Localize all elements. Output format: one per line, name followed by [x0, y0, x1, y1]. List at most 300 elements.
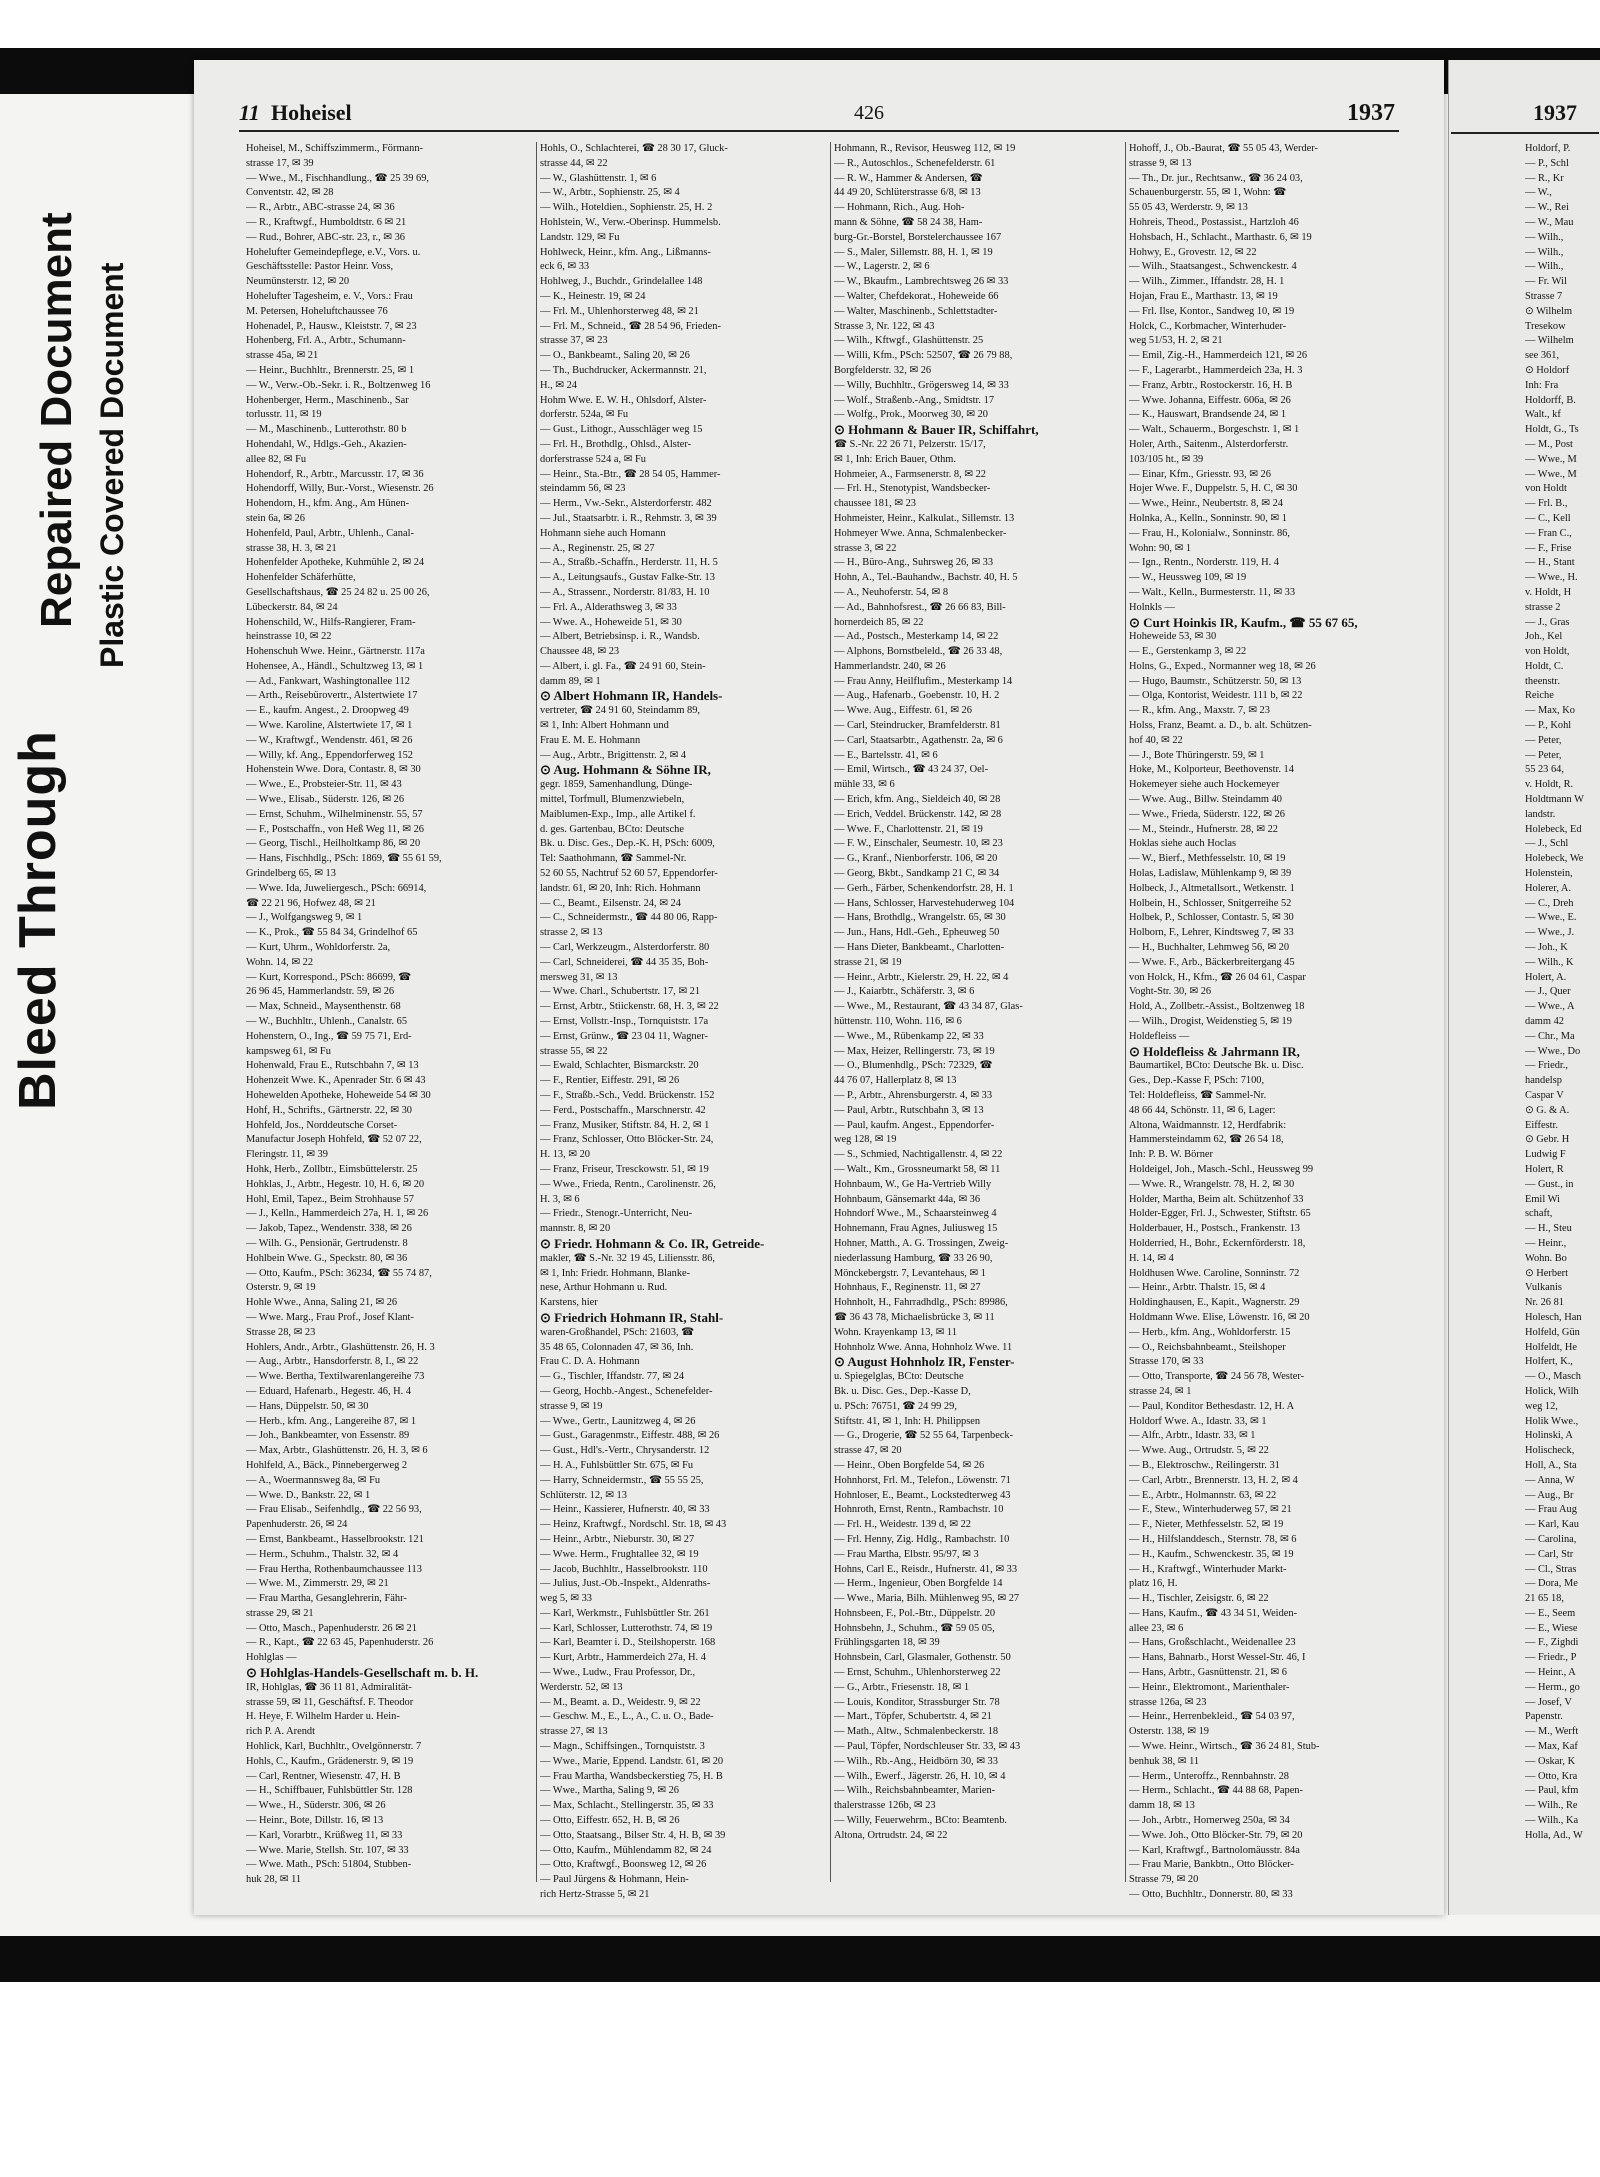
directory-line: Hohenberg, Frl. A., Arbtr., Schumann-	[246, 335, 406, 347]
directory-line: — A., Reginenstr. 25, ✉ 27	[540, 542, 655, 554]
next-page-text	[1525, 142, 1600, 1844]
next-page-line: ⊙ G. & A.	[1525, 1104, 1570, 1116]
directory-line: ⊙ Aug. Hohmann & Söhne IR,	[540, 763, 711, 778]
directory-line: Hohlick, Karl, Buchhltr., Ovelgönnerstr. 7	[246, 1741, 422, 1753]
next-page-line: Eiffestr.	[1525, 1119, 1558, 1131]
directory-line: — Wwe. F., Arb., Bäckerbreitergang 45	[1129, 956, 1295, 968]
directory-line: — B., Elektroschw., Reilingerstr. 31	[1129, 1459, 1280, 1471]
directory-line: — Aug., Arbtr., Hansdorferstr. 8, I., ✉ 22	[246, 1356, 419, 1368]
next-page-line: ⊙ Holdorf	[1525, 364, 1570, 376]
directory-line: Hohlbein Wwe. G., Speckstr. 80, ✉ 36	[246, 1252, 408, 1264]
directory-line: Wohn. 14, ✉ 22	[246, 956, 314, 968]
column-divider	[1125, 142, 1126, 1882]
column-3	[834, 142, 1119, 1902]
directory-line: Karstens, hier	[540, 1297, 598, 1309]
directory-line: Holss, Franz, Beamt. a. D., b. alt. Schützen-	[1129, 720, 1312, 732]
next-page-line: v. Holdt, H	[1525, 586, 1572, 598]
directory-line: — Georg, Hochb.-Angest., Schenefelder-	[540, 1385, 713, 1397]
directory-line: — Otto, Transporte, ☎ 24 56 78, Wester-	[1129, 1371, 1305, 1383]
directory-line: — Jacob, Buchhltr., Hasselbrookstr. 110	[540, 1563, 708, 1575]
directory-line: Maiblumen-Exp., Imp., alle Artikel f.	[540, 808, 696, 820]
directory-line: — Hans, Düppelstr. 50, ✉ 30	[246, 1400, 369, 1412]
directory-line: benhuk 38, ✉ 11	[1129, 1755, 1200, 1767]
directory-line: — Gust., Lithogr., Ausschläger weg 15	[540, 424, 703, 436]
directory-line: — W., Bierf., Methfesselstr. 10, ✉ 19	[1129, 853, 1286, 865]
directory-line: — Jul., Staatsarbtr. i. R., Rehmstr. 3, ✉ 39	[540, 512, 717, 524]
directory-line: — Karl, Schlosser, Lutterothstr. 74, ✉ 19	[540, 1622, 713, 1634]
next-page-line: schaft,	[1525, 1208, 1553, 1220]
next-page-line: ⊙ Herbert	[1525, 1267, 1569, 1279]
next-page-line: — M., Werft	[1525, 1726, 1579, 1738]
directory-line: hof 40, ✉ 22	[1129, 734, 1183, 746]
next-page-line: Holdt, G., Ts	[1525, 424, 1579, 436]
directory-line: — Wwe. Johanna, Eiffestr. 606a, ✉ 26	[1129, 394, 1291, 406]
directory-line: — Otto, Staatsang., Bilser Str. 4, H. B, ✉ 39	[540, 1829, 726, 1841]
directory-line: Hohls, C., Kaufm., Grädenerstr. 9, ✉ 19	[246, 1755, 414, 1767]
directory-line: — Gerh., Färber, Schenkendorfstr. 28, H. 1	[834, 882, 1014, 894]
directory-line: strasse 17, ✉ 39	[246, 157, 314, 169]
directory-line: Osterstr. 138, ✉ 19	[1129, 1726, 1209, 1738]
directory-line: — K., Prok., ☎ 55 84 34, Grindelhof 65	[246, 927, 418, 939]
directory-line: — H., Tischler, Zeisigstr. 6, ✉ 22	[1129, 1593, 1269, 1605]
directory-line: — Max, Schneid., Maysenthenstr. 68	[246, 1001, 401, 1013]
next-page-line: — J., Gras	[1525, 616, 1570, 628]
directory-line: — H., Kaufm., Schwenckestr. 35, ✉ 19	[1129, 1548, 1294, 1560]
directory-line: burg-Gr.-Borstel, Borstelerchaussee 167	[834, 231, 1002, 243]
directory-line: Hohendorf, R., Arbtr., Marcusstr. 17, ✉ 36	[246, 468, 424, 480]
directory-line: Holck, C., Korbmacher, Winterhuder-	[1129, 320, 1287, 332]
directory-line: — A., Leitungsaufs., Gustav Falke-Str. 13	[540, 572, 715, 584]
directory-line: — Heinr., Elektromont., Marienthaler-	[1129, 1681, 1290, 1693]
directory-line: 44 49 20, Schlüterstrasse 6/8, ✉ 13	[834, 187, 981, 199]
directory-line: Holnka, A., Kelln., Sonninstr. 90, ✉ 1	[1129, 512, 1287, 524]
next-page-line: — Paul, kfm	[1525, 1785, 1579, 1797]
directory-line: — F., Nieter, Methfesselstr. 52, ✉ 19	[1129, 1519, 1284, 1531]
next-page-line: Papenstr.	[1525, 1711, 1563, 1723]
directory-line: — Carl, Steindrucker, Bramfelderstr. 81	[834, 720, 1001, 732]
next-page-line: — Wwe., M	[1525, 453, 1577, 465]
directory-line: Hoheweide 53, ✉ 30	[1129, 631, 1217, 643]
next-page-line: — Oskar, K	[1525, 1755, 1576, 1767]
directory-line: — Herm., Vw.-Sekr., Alsterdorferstr. 482	[540, 498, 712, 510]
directory-line: — F., Rentier, Eiffestr. 291, ✉ 26	[540, 1075, 680, 1087]
directory-line: gegr. 1859, Samenhandlung, Dünge-	[540, 779, 693, 791]
directory-line: — Th., Dr. jur., Rechtsanw., ☎ 36 24 03,	[1129, 172, 1303, 184]
directory-line: — W., Buchhltr., Uhlenh., Canalstr. 65	[246, 1016, 408, 1028]
directory-line: ⊙ Hohlglas-Handels-Gesellschaft m. b. H.	[246, 1666, 479, 1681]
directory-line: strasse 24, ✉ 1	[1129, 1385, 1192, 1397]
directory-line: torlusstr. 11, ✉ 19	[246, 409, 322, 421]
directory-line: — Paul, Töpfer, Nordschleuser Str. 33, ✉ 43	[834, 1741, 1021, 1753]
directory-line: — Hans, Kaufm., ☎ 43 34 51, Weiden-	[1129, 1607, 1298, 1619]
directory-line: Hohenfelder Apotheke, Kuhmühle 2, ✉ 24	[246, 557, 425, 569]
directory-line: Hohendahl, W., Hdlgs.-Geh., Akazien-	[246, 438, 407, 450]
directory-line: — O., Blumenhdlg., PSch: 72329, ☎	[834, 1060, 993, 1072]
directory-line: Hohlweck, Heinr., kfm. Ang., Lißmanns-	[540, 246, 711, 258]
directory-line: — Franz, Friseur, Tresckowstr. 51, ✉ 19	[540, 1163, 709, 1175]
directory-line: — Willi, Kfm., PSch: 52507, ☎ 26 79 88,	[834, 350, 1013, 362]
directory-line: strasse 44, ✉ 22	[540, 157, 608, 169]
directory-line: Hohwy, E., Grovestr. 12, ✉ 22	[1129, 246, 1257, 258]
directory-line: — Jakob, Tapez., Wendenstr. 338, ✉ 26	[246, 1223, 412, 1235]
directory-line: Holder-Egger, Frl. J., Schwester, Stiftstr. 65	[1129, 1208, 1311, 1220]
next-page-line: — P., Schl	[1525, 157, 1569, 169]
directory-line: Strasse 3, Nr. 122, ✉ 43	[834, 320, 935, 332]
next-page-line: strasse 2	[1525, 601, 1561, 613]
directory-line: strasse 3, ✉ 22	[834, 542, 897, 554]
directory-line: — Georg, Bkbt., Sandkamp 21 C, ✉ 34	[834, 868, 1000, 880]
next-page-line: — Wilh., Re	[1525, 1800, 1578, 1812]
directory-line: — Wwe. R., Wrangelstr. 78, H. 2, ✉ 30	[1129, 1178, 1295, 1190]
directory-line: Hoke, M., Kolporteur, Beethovenstr. 14	[1129, 764, 1294, 776]
directory-line: Wohn. Krayenkamp 13, ✉ 11	[834, 1326, 957, 1338]
directory-line: — Wwe., Frieda, Süderstr. 122, ✉ 26	[1129, 808, 1285, 820]
directory-line: Strasse 79, ✉ 20	[1129, 1874, 1199, 1886]
directory-line: — Heinr., Oben Borgfelde 54, ✉ 26	[834, 1459, 985, 1471]
next-page-header-rule	[1451, 132, 1599, 134]
directory-line: Hohenschild, W., Hilfs-Rangierer, Fram-	[246, 616, 416, 628]
directory-line: — Carl, Arbtr., Brennerstr. 13, H. 2, ✉ 4	[1129, 1474, 1298, 1486]
directory-line: Hohenfeld, Paul, Arbtr., Uhlenh., Canal-	[246, 527, 414, 539]
next-page-line: Holinski, A	[1525, 1430, 1573, 1442]
directory-line: Hohm Wwe. E. W. H., Ohlsdorf, Alster-	[540, 394, 707, 406]
next-page-line: Ludwig F	[1525, 1149, 1566, 1161]
page-header	[239, 98, 1399, 132]
directory-line: — Karl, Vorarbtr., Krüßweg 11, ✉ 33	[246, 1829, 403, 1841]
directory-line: vertreter, ☎ 24 91 60, Steindamm 89,	[540, 705, 700, 717]
next-page-line: — Carolina,	[1525, 1533, 1577, 1545]
directory-line: M. Petersen, Hoheluftchaussee 76	[246, 305, 388, 317]
directory-line: — Wilh., Kftwgf., Glashüttenstr. 25	[834, 335, 984, 347]
directory-line: ⊙ Holdefleiss & Jahrmann IR,	[1129, 1044, 1300, 1059]
directory-line: strasse 59, ✉ 11, Geschäftsf. F. Theodor	[246, 1696, 414, 1708]
directory-line: — Hans, Schlosser, Harvestehuderweg 104	[834, 897, 1015, 909]
directory-line: — J., Bote Thüringerstr. 59, ✉ 1	[1129, 749, 1265, 761]
directory-line: Hojer Wwe. F., Duppelstr. 5, H. C, ✉ 30	[1129, 483, 1298, 495]
next-page-line: — Otto, Kra	[1525, 1770, 1578, 1782]
directory-line: — Frau, H., Kolonialw., Sonninstr. 86,	[1129, 527, 1290, 539]
directory-line: Frau C. D. A. Hohmann	[540, 1356, 640, 1368]
directory-line: 52 60 55, Nachtruf 52 60 57, Eppendorfer-	[540, 868, 718, 880]
directory-page	[194, 60, 1444, 1915]
directory-line: — A., Neuhoferstr. 54, ✉ 8	[834, 586, 949, 598]
directory-line: ⊙ Friedr. Hohmann & Co. IR, Getreide-	[540, 1236, 765, 1251]
next-page-line: Holfeldt, He	[1525, 1341, 1577, 1353]
next-page-line: — J., Schl	[1525, 838, 1569, 850]
directory-line: Borgfelderstr. 32, ✉ 26	[834, 364, 932, 376]
directory-line: Wohn: 90, ✉ 1	[1129, 542, 1192, 554]
next-page-line: Holdtmann W	[1525, 794, 1584, 806]
directory-line: Hohnbaum, W., Ge Ha-Vertrieb Willy	[834, 1178, 992, 1190]
directory-line: hüttenstr. 110, Wohn. 116, ✉ 6	[834, 1016, 962, 1028]
directory-line: — Jun., Hans, Hdl.-Geh., Epheuweg 50	[834, 927, 1000, 939]
directory-line: — Geschw. M., E., L., A., C. u. O., Bade-	[540, 1711, 714, 1723]
directory-line: damm 89, ✉ 1	[540, 675, 601, 687]
directory-line: — Ad., Bahnhofsrest., ☎ 26 66 83, Bill-	[834, 601, 1006, 613]
next-page-line: — Wwe., E.	[1525, 912, 1577, 924]
directory-line: 35 48 65, Colonnaden 47, ✉ 36, Inh.	[540, 1341, 694, 1353]
directory-line: — Albert, i. gl. Fa., ☎ 24 91 60, Stein-	[540, 660, 706, 672]
directory-line: Hohk, Herb., Zollbtr., Eimsbüttelerstr. 25	[246, 1163, 418, 1175]
directory-line: — E., Arbtr., Holmannstr. 63, ✉ 22	[1129, 1489, 1277, 1501]
directory-line: — S., Schmied, Nachtigallenstr. 4, ✉ 22	[834, 1149, 1003, 1161]
directory-line: Tel: Holdefleiss, ☎ Sammel-Nr.	[1129, 1090, 1267, 1101]
directory-line: Schauenburgerstr. 55, ✉ 1, Wohn: ☎	[1129, 187, 1287, 199]
directory-line: u. Spiegelglas, BCto: Deutsche	[834, 1371, 964, 1383]
directory-line: — Gust., Hdl's.-Vertr., Chrysanderstr. 12	[540, 1445, 710, 1457]
directory-line: Hammerlandstr. 240, ✉ 26	[834, 660, 946, 672]
directory-line: rich Hertz-Strasse 5, ✉ 21	[540, 1889, 650, 1901]
directory-line: — Walt., Km., Grossneumarkt 58, ✉ 11	[834, 1163, 1001, 1175]
directory-line: — Ernst, Bankbeamt., Hasselbrookstr. 121	[246, 1533, 424, 1545]
directory-line: u. PSch: 76751, ☎ 24 99 29,	[834, 1400, 957, 1412]
directory-line: — F., Postschaffn., von Heß Weg 11, ✉ 26	[246, 823, 424, 835]
directory-line: — Wilh., Ewerf., Jägerstr. 26, H. 10, ✉ 4	[834, 1770, 1006, 1782]
next-page-line: Caspar V	[1525, 1090, 1564, 1101]
directory-line: — Herb., kfm. Ang., Wohldorferstr. 15	[1129, 1326, 1291, 1338]
directory-line: Hojan, Frau E., Marthastr. 13, ✉ 19	[1129, 290, 1278, 302]
directory-line: — Wwe., E., Probsteier-Str. 11, ✉ 43	[246, 779, 402, 791]
directory-line: — H., Schiffbauer, Fuhlsbüttler Str. 128	[246, 1785, 413, 1797]
directory-line: — Franz, Musiker, Stiftstr. 84, H. 2, ✉ 1	[540, 1119, 710, 1131]
directory-line: — Wwe., Ludw., Frau Professor, Dr.,	[540, 1667, 696, 1679]
next-page-line: — J., Quer	[1525, 986, 1571, 998]
directory-line: — Wolf., Straßenb.-Ang., Smidtstr. 17	[834, 394, 995, 406]
directory-line: — C., Beamt., Eilsenstr. 24, ✉ 24	[540, 897, 681, 909]
next-page-line: theenstr.	[1525, 675, 1560, 687]
directory-line: ✉ 1, Inh: Friedr. Hohmann, Blanke-	[540, 1267, 691, 1279]
directory-line: 55 05 43, Werderstr. 9, ✉ 13	[1129, 202, 1248, 214]
directory-line: Conventstr. 42, ✉ 28	[246, 187, 334, 199]
directory-line: — E., kaufm. Angest., 2. Droopweg 49	[246, 705, 409, 717]
directory-line: Holas, Ladislaw, Mühlenkamp 9, ✉ 39	[1129, 868, 1292, 880]
next-page-line: Tresekow	[1525, 320, 1566, 332]
directory-line: — Willy, Buchhltr., Grögersweg 14, ✉ 33	[834, 379, 1009, 391]
next-page-line: — C., Kell	[1525, 512, 1571, 524]
directory-line: Hohn, A., Tel.-Bauhandw., Bachstr. 40, H. 5	[834, 572, 1018, 584]
directory-line: steindamm 56, ✉ 23	[540, 483, 626, 495]
next-page-line: Holert, R	[1525, 1163, 1564, 1175]
directory-line: — Ign., Rentn., Norderstr. 119, H. 4	[1129, 557, 1279, 569]
directory-line: Holdorf Wwe. A., Idastr. 33, ✉ 1	[1129, 1415, 1267, 1427]
directory-line: — Heinz, Kraftwgf., Nordschl. Str. 18, ✉ 43	[540, 1519, 727, 1531]
column-number: 11	[239, 100, 260, 125]
directory-line: Bk. u. Disc. Ges., Dep.-Kasse D,	[834, 1385, 971, 1397]
directory-line: — Wwe., M., Restaurant, ☎ 43 34 87, Glas-	[834, 1001, 1023, 1013]
directory-line: damm 18, ✉ 13	[1129, 1800, 1195, 1812]
directory-line: Manufactur Joseph Hohfeld, ☎ 52 07 22,	[246, 1134, 422, 1146]
directory-line: ⊙ August Hohnholz IR, Fenster-	[834, 1355, 1015, 1370]
directory-line: Holdinghausen, E., Kapit., Wagnerstr. 29	[1129, 1297, 1300, 1309]
directory-line: — Gust., Garagenmstr., Eiffestr. 488, ✉ 26	[540, 1430, 720, 1442]
directory-line: Holder, Martha, Beim alt. Schützenhof 33	[1129, 1193, 1304, 1205]
next-page-line: Inh: Fra	[1525, 379, 1559, 391]
column-divider	[536, 142, 537, 1882]
directory-line: — Hans, Brothdlg., Wrangelstr. 65, ✉ 30	[834, 912, 1006, 924]
directory-line: Holbek, P., Schlosser, Contastr. 5, ✉ 30	[1129, 912, 1294, 924]
directory-line: — Frl. H., Weidestr. 139 d, ✉ 22	[834, 1519, 971, 1531]
next-page-line: Holebeck, We	[1525, 853, 1584, 865]
directory-line: Hold, A., Zollbetr.-Assist., Boltzenweg 18	[1129, 1001, 1305, 1013]
directory-line: Inh: P. B. W. Börner	[1129, 1149, 1213, 1161]
directory-line: allee 23, ✉ 6	[1129, 1622, 1184, 1634]
directory-line: — Otto, Buchhltr., Donnerstr. 80, ✉ 33	[1129, 1889, 1293, 1901]
next-page-line: — Heinr.,	[1525, 1237, 1567, 1249]
next-page-line: — M., Post	[1525, 438, 1573, 450]
next-page-line: — Heinr., A	[1525, 1667, 1576, 1679]
next-page-line: weg 12,	[1525, 1400, 1558, 1412]
directory-line: Bk. u. Disc. Ges., Dep.-K. H, PSch: 6009,	[540, 838, 715, 850]
directory-line: Hohf, H., Schrifts., Gärtnerstr. 22, ✉ 30	[246, 1104, 412, 1116]
directory-line: — Wwe. Ida, Juweliergesch., PSch: 66914,	[246, 882, 427, 894]
directory-line: — Otto, Kaufm., Mühlendamm 82, ✉ 24	[540, 1844, 712, 1856]
directory-line: — W., Verw.-Ob.-Sekr. i. R., Boltzenweg 16	[246, 379, 431, 391]
next-page-line: — Chr., Ma	[1525, 1030, 1575, 1042]
directory-line: eck 6, ✉ 33	[540, 261, 590, 273]
directory-line: — Ad., Postsch., Mesterkamp 14, ✉ 22	[834, 631, 999, 643]
directory-line: — S., Maler, Sillemstr. 88, H. 1, ✉ 19	[834, 246, 993, 258]
directory-line: strasse 29, ✉ 21	[246, 1607, 314, 1619]
directory-line: — Otto, Eiffestr. 652, H. B, ✉ 26	[540, 1815, 680, 1827]
directory-line: Hohoff, J., Ob.-Baurat, ☎ 55 05 43, Werder-	[1129, 143, 1318, 154]
directory-line: H., ✉ 24	[540, 379, 577, 391]
directory-line: ⊙ Hohmann & Bauer IR, Schiffahrt,	[834, 423, 1039, 438]
next-page-line: Holert, A.	[1525, 971, 1567, 983]
next-page-line: Emil Wi	[1525, 1193, 1560, 1205]
directory-line: heinstrasse 10, ✉ 22	[246, 631, 332, 643]
directory-line: — R. W., Hammer & Andersen, ☎	[834, 172, 983, 184]
next-page-line: 55 23 64,	[1525, 764, 1564, 776]
directory-line: mühle 33, ✉ 6	[834, 779, 895, 791]
directory-line: Gesellschaftshaus, ☎ 25 24 82 u. 25 00 26,	[246, 586, 430, 598]
directory-line: strasse 37, ✉ 23	[540, 335, 608, 347]
next-page-line: — R., Kr	[1525, 172, 1564, 184]
directory-line: — Otto, Kraftwgf., Boonsweg 12, ✉ 26	[540, 1859, 707, 1871]
next-page-line: ⊙ Gebr. H	[1525, 1134, 1570, 1146]
directory-line: — Frau Martha, Wandsbeckerstieg 75, H. B	[540, 1770, 723, 1782]
directory-line: Papenhuderstr. 26, ✉ 24	[246, 1519, 348, 1531]
bleed-through-label: Bleed Through	[9, 730, 67, 1110]
directory-line: H. 14, ✉ 4	[1129, 1252, 1174, 1264]
next-page-line: — Joh., K	[1525, 942, 1568, 954]
directory-line: — Wwe. Math., PSch: 51804, Stubben-	[246, 1859, 412, 1871]
directory-line: — W., Glashüttenstr. 1, ✉ 6	[540, 172, 657, 184]
directory-line: — Wwe. Charl., Schubertstr. 17, ✉ 21	[540, 986, 701, 998]
directory-line: Ges., Dep.-Kasse F, PSch: 7100,	[1129, 1075, 1265, 1087]
directory-line: Holbeck, J., Altmetallsort., Wetkenstr. 1	[1129, 882, 1295, 894]
directory-line: Osterstr. 9, ✉ 19	[246, 1282, 316, 1294]
next-page-line: — Wilh.,	[1525, 231, 1564, 243]
directory-line: strasse 126a, ✉ 23	[1129, 1696, 1207, 1708]
directory-line: — Aug., Hafenarb., Goebenstr. 10, H. 2	[834, 690, 1000, 702]
directory-line: — Albert, Betriebsinsp. i. R., Wandsb.	[540, 631, 700, 643]
directory-line: Chaussee 48, ✉ 23	[540, 646, 620, 658]
directory-line: — Walter, Maschinenb., Schlettstadter-	[834, 305, 998, 317]
directory-line: — Wwe., Frieda, Rentn., Carolinenstr. 26,	[540, 1178, 716, 1190]
directory-line: — Wwe. Aug., Billw. Steindamm 40	[1129, 794, 1282, 806]
directory-line: Hohmann, R., Revisor, Heusweg 112, ✉ 19	[834, 143, 1016, 154]
directory-line: — Wwe., Heinr., Neubertstr. 8, ✉ 24	[1129, 498, 1283, 510]
directory-line: — Frau Marie, Bankbtn., Otto Blöcker-	[1129, 1859, 1294, 1871]
directory-line: — Rud., Bohrer, ABC-str. 23, r., ✉ 36	[246, 231, 405, 243]
directory-line: — Wwe. Bertha, Textilwarenlangereihe 73	[246, 1371, 425, 1383]
directory-line: — Alfr., Arbtr., Idastr. 33, ✉ 1	[1129, 1430, 1256, 1442]
directory-line: — Ferd., Postschaffn., Marschnerstr. 42	[540, 1104, 706, 1116]
directory-line: — Frau Martha, Elbstr. 95/97, ✉ 3	[834, 1548, 979, 1560]
directory-line: Hohklas, J., Arbtr., Hegestr. 10, H. 6, ✉ 20	[246, 1178, 425, 1190]
directory-line: Hohnsbehn, J., Schuhm., ☎ 59 05 05,	[834, 1622, 995, 1634]
directory-line: Holdmann Wwe. Elise, Löwenstr. 16, ✉ 20	[1129, 1311, 1310, 1323]
directory-line: Strasse 170, ✉ 33	[1129, 1356, 1204, 1368]
directory-line: — W., Heussweg 109, ✉ 19	[1129, 572, 1247, 584]
next-page-line: Holfeld, Gün	[1525, 1326, 1580, 1338]
directory-line: Hohewelden Apotheke, Hoheweide 54 ✉ 30	[246, 1090, 431, 1101]
directory-line: — Herm., Schlacht., ☎ 44 88 68, Papen-	[1129, 1785, 1303, 1797]
directory-line: Hohenschuh Wwe. Heinr., Gärtnerstr. 117a	[246, 646, 425, 658]
directory-line: weg 5, ✉ 33	[540, 1593, 592, 1605]
directory-line: Hohnbaum, Gänsemarkt 44a, ✉ 36	[834, 1193, 981, 1205]
directory-line: Hohlfeld, A., Bäck., Pinnebergerweg 2	[246, 1459, 408, 1471]
directory-line: — Heinr., Bote, Dillstr. 16, ✉ 13	[246, 1815, 384, 1827]
directory-line: Hohelufter Tagesheim, e. V., Vors.: Frau	[246, 290, 413, 302]
directory-line: — A., Strassenr., Norderstr. 81/83, H. 10	[540, 586, 710, 598]
next-page-line: damm 42	[1525, 1016, 1564, 1028]
directory-line: — Emil, Zig.-H., Hammerdeich 121, ✉ 26	[1129, 350, 1308, 362]
directory-line: — Joh., Bankbeamter, von Essenstr. 89	[246, 1430, 410, 1442]
next-page-line: Wohn. Bo	[1525, 1252, 1567, 1264]
next-page-line: Holesch, Han	[1525, 1311, 1582, 1323]
next-page-line: — Fr. Wil	[1525, 276, 1567, 288]
directory-line: Hoklas siehe auch Hoclas	[1129, 838, 1237, 850]
directory-line: — Erich, Veddel. Brückenstr. 142, ✉ 28	[834, 808, 1002, 820]
plastic-covered-label: Plastic Covered Document	[94, 262, 130, 668]
directory-line: weg 51/53, H. 2, ✉ 21	[1129, 335, 1223, 347]
next-page-line: — Wilh.,	[1525, 246, 1564, 258]
page-number: 426	[854, 102, 884, 124]
directory-line: Hohenzeit Wwe. K., Apenrader Str. 6 ✉ 43	[246, 1075, 426, 1087]
directory-line: — Heinr., Kassierer, Hufnerstr. 40, ✉ 33	[540, 1504, 710, 1516]
column-1	[246, 142, 531, 1902]
next-page-line: — F., Frise	[1525, 542, 1572, 554]
directory-line: Holbein, H., Schlosser, Snitgerreihe 52	[1129, 897, 1292, 909]
directory-line: — Heinr., Arbtr., Kielerstr. 29, H. 22, ✉ 4	[834, 971, 1009, 983]
column-2	[540, 142, 825, 1902]
directory-line: — Wwe., Marie, Eppend. Landstr. 61, ✉ 20	[540, 1755, 724, 1767]
next-page-line: handelsp	[1525, 1075, 1562, 1087]
directory-line: — Wwe. Marie, Stellsh. Str. 107, ✉ 33	[246, 1844, 409, 1856]
directory-line: — Otto, Masch., Papenhuderstr. 26 ✉ 21	[246, 1622, 417, 1634]
directory-line: — Friedr., Stenogr.-Unterricht, Neu-	[540, 1208, 693, 1220]
next-page-line: Holdt, C.	[1525, 660, 1564, 672]
running-title: Hoheisel	[271, 100, 352, 125]
directory-line: — Ernst, Vollstr.-Insp., Tornquiststr. 17a	[540, 1016, 709, 1028]
directory-line: Stiftstr. 41, ✉ 1, Inh: H. Philippsen	[834, 1415, 981, 1427]
directory-line: — Frau Elisab., Seifenhdlg., ☎ 22 56 93,	[246, 1504, 422, 1516]
directory-line: Hohnloser, E., Beamt., Lockstedterweg 43	[834, 1489, 1011, 1501]
next-page-line: — Max, Ko	[1525, 705, 1575, 717]
directory-line: 44 76 07, Hallerplatz 8, ✉ 13	[834, 1075, 957, 1087]
directory-line: — Willy, Feuerwehrm., BCto: Beamtenb.	[834, 1815, 1008, 1827]
bottom-black-bar	[0, 1936, 1600, 1982]
directory-line: ☎ S.-Nr. 22 26 71, Pelzerstr. 15/17,	[834, 438, 986, 450]
directory-line: 26 96 45, Hammerlandstr. 59, ✉ 26	[246, 986, 395, 998]
directory-line: mann & Söhne, ☎ 58 24 38, Ham-	[834, 216, 983, 228]
directory-line: hornerdeich 85, ✉ 22	[834, 616, 924, 628]
directory-line: — Wwe., Elisab., Süderstr. 126, ✉ 26	[246, 794, 405, 806]
directory-line: — Paul, Arbtr., Rutschbahn 3, ✉ 13	[834, 1104, 984, 1116]
next-page-line: von Holdt	[1525, 483, 1567, 495]
directory-line: — J., Wolfgangsweg 9, ✉ 1	[246, 912, 363, 924]
